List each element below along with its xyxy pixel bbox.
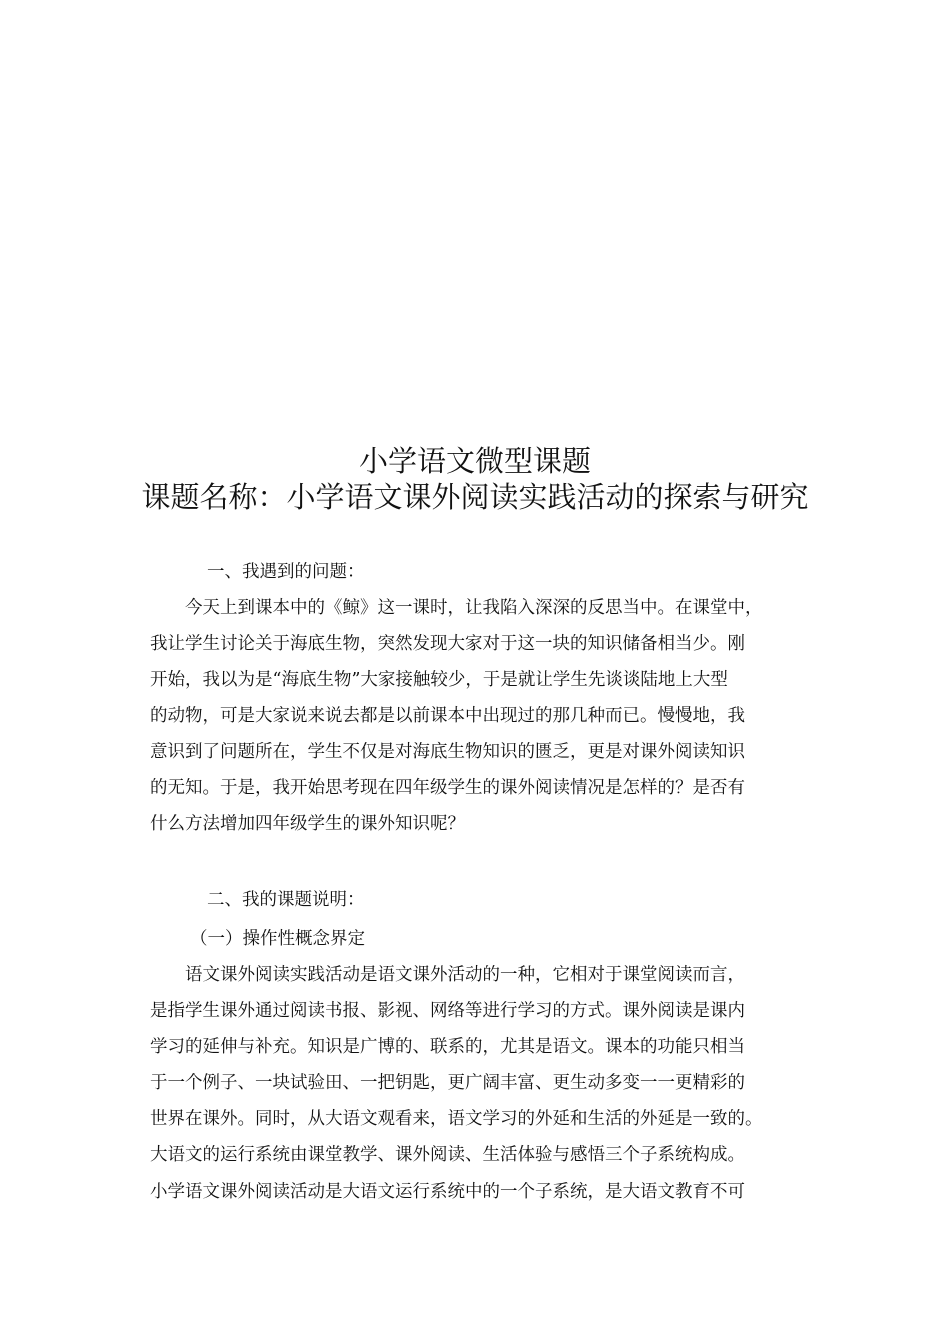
paragraph-line: 的动物，可是大家说来说去都是以前课本中出现过的那几种而已。慢慢地，我 [150,706,745,726]
paragraph-line: 学习的延伸与补充。知识是广博的、联系的，尤其是语文。课本的功能只相当 [150,1037,745,1057]
paragraph-line: 今天上到课本中的《鲸》这一课时，让我陷入深深的反思当中。在课堂中， [185,598,763,618]
paragraph-line: 大语文的运行系统由课堂教学、课外阅读、生活体验与感悟三个子系统构成。 [150,1145,745,1165]
document-subtitle: 课题名称：小学语文课外阅读实践活动的探索与研究 [141,480,809,514]
paragraph-line: 语文课外阅读实践活动是语文课外活动的一种，它相对于课堂阅读而言， [185,965,745,985]
section-2-subheading: （一）操作性概念界定 [190,929,365,949]
section-2-heading: 二、我的课题说明： [207,890,365,910]
paragraph-line: 我让学生讨论关于海底生物，突然发现大家对于这一块的知识储备相当少。刚 [150,634,745,654]
paragraph-line: 的无知。于是，我开始思考现在四年级学生的课外阅读情况是怎样的？是否有 [150,778,745,798]
paragraph-line: 开始，我以为是“海底生物”大家接触较少，于是就让学生先谈谈陆地上大型 [150,670,728,690]
document-title: 小学语文微型课题 [358,444,591,478]
paragraph-line: 世界在课外。同时，从大语文观看来，语文学习的外延和生活的外延是一致的。 [150,1109,763,1129]
paragraph-line: 于一个例子、一块试验田、一把钥匙，更广阔丰富、更生动多变一一更精彩的 [150,1073,745,1093]
paragraph-line: 什么方法增加四年级学生的课外知识呢？ [150,814,465,834]
paragraph-line: 小学语文课外阅读活动是大语文运行系统中的一个子系统，是大语文教育不可 [150,1182,745,1202]
paragraph-line: 意识到了问题所在，学生不仅是对海底生物知识的匮乏，更是对课外阅读知识 [150,742,745,762]
section-1-heading: 一、我遇到的问题： [207,562,365,582]
paragraph-line: 是指学生课外通过阅读书报、影视、网络等进行学习的方式。课外阅读是课内 [150,1001,745,1021]
